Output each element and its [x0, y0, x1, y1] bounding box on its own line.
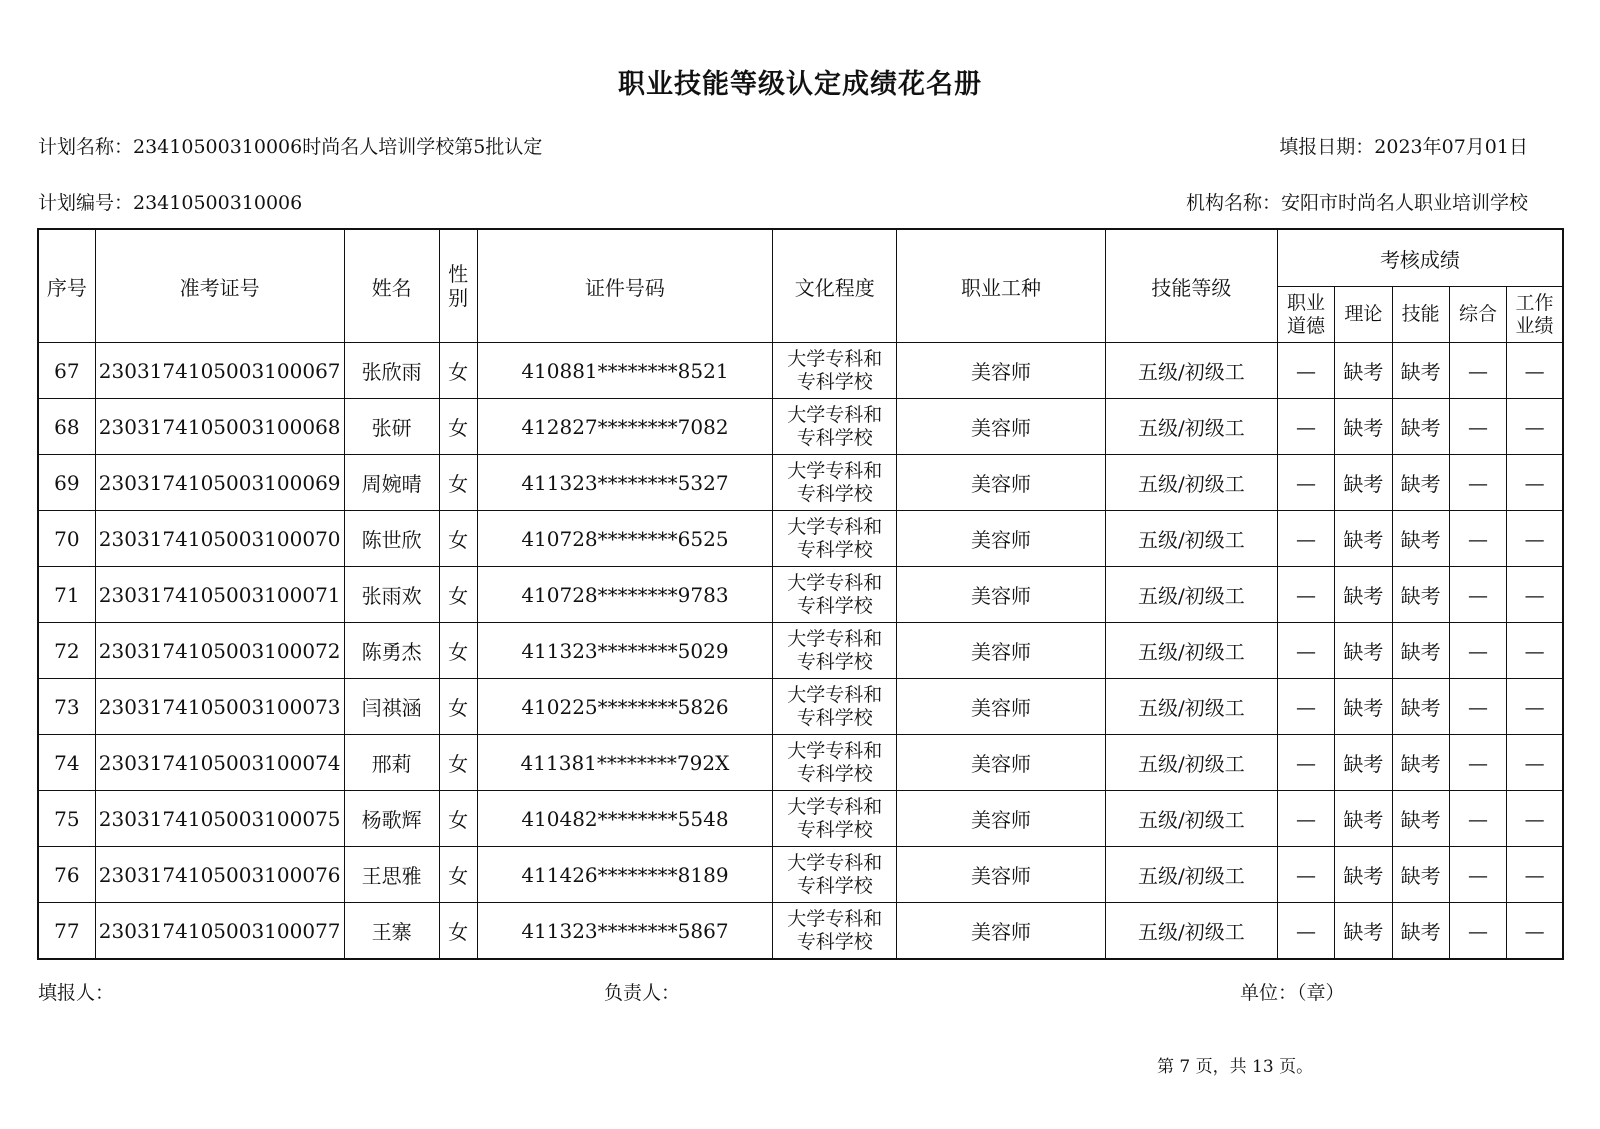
cell-ethics: —: [1277, 847, 1334, 903]
cell-occupation: 美容师: [897, 455, 1106, 511]
cell-skill: 缺考: [1392, 847, 1449, 903]
cell-sex: 女: [439, 567, 477, 623]
header-skill: 技能: [1392, 287, 1449, 343]
cell-id-no: 411323********5327: [477, 455, 773, 511]
cell-work: —: [1507, 791, 1563, 847]
cell-overall: —: [1449, 903, 1506, 960]
header-work: [1507, 287, 1563, 343]
cell-exam-no: 2303174105003100071: [95, 567, 344, 623]
cell-name: 周婉晴: [344, 455, 439, 511]
cell-overall: —: [1449, 455, 1506, 511]
cell-work: —: [1507, 679, 1563, 735]
cell-work: —: [1507, 343, 1563, 399]
cell-level: 五级/初级工: [1105, 623, 1277, 679]
cell-skill: 缺考: [1392, 343, 1449, 399]
header-work-line1: 工作: [1515, 291, 1554, 314]
cell-sex: 女: [439, 679, 477, 735]
cell-education: [773, 903, 897, 960]
cell-sex: 女: [439, 903, 477, 960]
cell-sex: 女: [439, 455, 477, 511]
organization-name: 机构名称：安阳市时尚名人职业培训学校: [1185, 192, 1528, 214]
header-education: 文化程度: [773, 229, 897, 343]
table-row: [38, 679, 1563, 735]
education-line2: 专科学校: [796, 818, 873, 841]
cell-theory: 缺考: [1335, 735, 1392, 791]
cell-ethics: —: [1277, 343, 1334, 399]
cell-work: —: [1507, 511, 1563, 567]
cell-id-no: 412827********7082: [477, 399, 773, 455]
cell-skill: 缺考: [1392, 903, 1449, 960]
cell-name: 张雨欢: [344, 567, 439, 623]
cell-ethics: —: [1277, 791, 1334, 847]
cell-skill: 缺考: [1392, 567, 1449, 623]
education-line1: 大学专科和: [787, 739, 883, 762]
cell-sex: 女: [439, 791, 477, 847]
cell-seq: 75: [38, 791, 95, 847]
header-overall: 综合: [1449, 287, 1506, 343]
education-line2: 专科学校: [796, 706, 873, 729]
plan-number: 计划编号：23410500310006: [38, 192, 303, 214]
cell-overall: —: [1449, 343, 1506, 399]
cell-level: 五级/初级工: [1105, 399, 1277, 455]
header-id-no: 证件号码: [477, 229, 773, 343]
education-line2: 专科学校: [796, 426, 873, 449]
cell-sex: 女: [439, 399, 477, 455]
cell-id-no: 411426********8189: [477, 847, 773, 903]
cell-theory: 缺考: [1335, 623, 1392, 679]
education-line1: 大学专科和: [787, 795, 883, 818]
cell-seq: 72: [38, 623, 95, 679]
footer-responsible: 负责人：: [604, 982, 681, 1004]
cell-occupation: 美容师: [897, 679, 1106, 735]
cell-seq: 76: [38, 847, 95, 903]
header-theory: 理论: [1335, 287, 1392, 343]
cell-seq: 68: [38, 399, 95, 455]
cell-work: —: [1507, 623, 1563, 679]
cell-occupation: 美容师: [897, 511, 1106, 567]
page-title: 职业技能等级认定成绩花名册: [618, 69, 982, 100]
cell-id-no: 411323********5867: [477, 903, 773, 960]
cell-name: 王寨: [344, 903, 439, 960]
cell-name: 陈勇杰: [344, 623, 439, 679]
education-line2: 专科学校: [796, 874, 873, 897]
page-indicator: 第 7 页，共 13 页。: [1157, 1057, 1314, 1077]
cell-education: [773, 623, 897, 679]
header-sex-line2: 别: [448, 286, 469, 310]
education-line1: 大学专科和: [787, 403, 883, 426]
cell-occupation: 美容师: [897, 791, 1106, 847]
cell-exam-no: 2303174105003100076: [95, 847, 344, 903]
cell-level: 五级/初级工: [1105, 343, 1277, 399]
cell-level: 五级/初级工: [1105, 735, 1277, 791]
cell-overall: —: [1449, 511, 1506, 567]
cell-theory: 缺考: [1335, 903, 1392, 960]
table-row: [38, 623, 1563, 679]
header-ethics-line2: 道德: [1287, 314, 1326, 337]
cell-exam-no: 2303174105003100068: [95, 399, 344, 455]
cell-theory: 缺考: [1335, 847, 1392, 903]
cell-work: —: [1507, 735, 1563, 791]
education-line2: 专科学校: [796, 370, 873, 393]
cell-theory: 缺考: [1335, 399, 1392, 455]
cell-ethics: —: [1277, 623, 1334, 679]
cell-education: [773, 399, 897, 455]
cell-exam-no: 2303174105003100075: [95, 791, 344, 847]
education-line1: 大学专科和: [787, 851, 883, 874]
cell-seq: 69: [38, 455, 95, 511]
education-line2: 专科学校: [796, 762, 873, 785]
cell-overall: —: [1449, 679, 1506, 735]
cell-exam-no: 2303174105003100070: [95, 511, 344, 567]
cell-theory: 缺考: [1335, 511, 1392, 567]
cell-theory: 缺考: [1335, 343, 1392, 399]
header-ethics: [1277, 287, 1334, 343]
cell-work: —: [1507, 847, 1563, 903]
cell-exam-no: 2303174105003100073: [95, 679, 344, 735]
cell-id-no: 411323********5029: [477, 623, 773, 679]
cell-education: [773, 343, 897, 399]
cell-skill: 缺考: [1392, 623, 1449, 679]
cell-occupation: 美容师: [897, 735, 1106, 791]
footer-filler: 填报人：: [38, 982, 115, 1004]
cell-skill: 缺考: [1392, 399, 1449, 455]
cell-skill: 缺考: [1392, 679, 1449, 735]
cell-id-no: 410482********5548: [477, 791, 773, 847]
cell-exam-no: 2303174105003100074: [95, 735, 344, 791]
cell-occupation: 美容师: [897, 847, 1106, 903]
table-row: [38, 399, 1563, 455]
cell-exam-no: 2303174105003100069: [95, 455, 344, 511]
cell-name: 闫祺涵: [344, 679, 439, 735]
header-name: 姓名: [344, 229, 439, 343]
table-row: [38, 847, 1563, 903]
cell-overall: —: [1449, 567, 1506, 623]
cell-level: 五级/初级工: [1105, 791, 1277, 847]
cell-education: [773, 735, 897, 791]
cell-overall: —: [1449, 847, 1506, 903]
cell-overall: —: [1449, 623, 1506, 679]
cell-ethics: —: [1277, 903, 1334, 960]
cell-level: 五级/初级工: [1105, 455, 1277, 511]
cell-education: [773, 847, 897, 903]
education-line1: 大学专科和: [787, 515, 883, 538]
header-level: 技能等级: [1105, 229, 1277, 343]
cell-name: 张研: [344, 399, 439, 455]
education-line2: 专科学校: [796, 650, 873, 673]
roster-table: [37, 228, 1564, 960]
cell-name: 邢莉: [344, 735, 439, 791]
header-ethics-line1: 职业: [1287, 291, 1326, 314]
education-line1: 大学专科和: [787, 347, 883, 370]
cell-ethics: —: [1277, 567, 1334, 623]
cell-id-no: 411381********792X: [477, 735, 773, 791]
education-line2: 专科学校: [796, 594, 873, 617]
cell-overall: —: [1449, 735, 1506, 791]
cell-seq: 71: [38, 567, 95, 623]
cell-occupation: 美容师: [897, 903, 1106, 960]
education-line2: 专科学校: [796, 930, 873, 953]
education-line2: 专科学校: [796, 538, 873, 561]
table-row: [38, 567, 1563, 623]
education-line1: 大学专科和: [787, 907, 883, 930]
cell-education: [773, 567, 897, 623]
cell-skill: 缺考: [1392, 735, 1449, 791]
cell-id-no: 410728********6525: [477, 511, 773, 567]
cell-ethics: —: [1277, 735, 1334, 791]
cell-sex: 女: [439, 847, 477, 903]
cell-name: 张欣雨: [344, 343, 439, 399]
cell-occupation: 美容师: [897, 343, 1106, 399]
table-row: [38, 903, 1563, 960]
cell-ethics: —: [1277, 511, 1334, 567]
cell-level: 五级/初级工: [1105, 679, 1277, 735]
cell-education: [773, 679, 897, 735]
education-line1: 大学专科和: [787, 571, 883, 594]
cell-sex: 女: [439, 511, 477, 567]
cell-id-no: 410225********5826: [477, 679, 773, 735]
cell-exam-no: 2303174105003100072: [95, 623, 344, 679]
cell-education: [773, 791, 897, 847]
cell-name: 陈世欣: [344, 511, 439, 567]
header-scores: 考核成绩: [1277, 229, 1563, 287]
cell-seq: 70: [38, 511, 95, 567]
education-line2: 专科学校: [796, 482, 873, 505]
cell-work: —: [1507, 455, 1563, 511]
education-line1: 大学专科和: [787, 627, 883, 650]
cell-level: 五级/初级工: [1105, 903, 1277, 960]
cell-theory: 缺考: [1335, 567, 1392, 623]
education-line1: 大学专科和: [787, 459, 883, 482]
header-seq: 序号: [38, 229, 95, 343]
footer-unit: 单位：（章）: [1240, 982, 1345, 1004]
education-line1: 大学专科和: [787, 683, 883, 706]
header-exam-no: 准考证号: [95, 229, 344, 343]
header-work-line2: 业绩: [1515, 314, 1554, 337]
cell-occupation: 美容师: [897, 623, 1106, 679]
cell-occupation: 美容师: [897, 399, 1106, 455]
header-sex: [439, 229, 477, 343]
header-occupation: 职业工种: [897, 229, 1106, 343]
table-row: [38, 455, 1563, 511]
cell-ethics: —: [1277, 399, 1334, 455]
cell-theory: 缺考: [1335, 791, 1392, 847]
cell-sex: 女: [439, 343, 477, 399]
cell-exam-no: 2303174105003100077: [95, 903, 344, 960]
cell-sex: 女: [439, 735, 477, 791]
table-row: [38, 791, 1563, 847]
cell-skill: 缺考: [1392, 511, 1449, 567]
cell-work: —: [1507, 399, 1563, 455]
cell-level: 五级/初级工: [1105, 511, 1277, 567]
table-header: [38, 229, 1563, 343]
table-row: [38, 511, 1563, 567]
report-date: 填报日期：2023年07月01日: [1279, 136, 1528, 158]
cell-id-no: 410881********8521: [477, 343, 773, 399]
cell-seq: 67: [38, 343, 95, 399]
cell-skill: 缺考: [1392, 455, 1449, 511]
cell-exam-no: 2303174105003100067: [95, 343, 344, 399]
cell-ethics: —: [1277, 455, 1334, 511]
cell-ethics: —: [1277, 679, 1334, 735]
plan-name: 计划名称：23410500310006时尚名人培训学校第5批认定: [38, 136, 543, 158]
table-row: [38, 343, 1563, 399]
cell-work: —: [1507, 567, 1563, 623]
cell-theory: 缺考: [1335, 455, 1392, 511]
table-row: [38, 735, 1563, 791]
header-sex-line1: 性: [448, 262, 469, 286]
cell-seq: 77: [38, 903, 95, 960]
cell-sex: 女: [439, 623, 477, 679]
table-body: [38, 343, 1563, 960]
cell-name: 杨歌辉: [344, 791, 439, 847]
cell-education: [773, 511, 897, 567]
cell-level: 五级/初级工: [1105, 847, 1277, 903]
cell-skill: 缺考: [1392, 791, 1449, 847]
cell-overall: —: [1449, 791, 1506, 847]
cell-theory: 缺考: [1335, 679, 1392, 735]
cell-name: 王思雅: [344, 847, 439, 903]
cell-seq: 74: [38, 735, 95, 791]
cell-seq: 73: [38, 679, 95, 735]
cell-id-no: 410728********9783: [477, 567, 773, 623]
cell-occupation: 美容师: [897, 567, 1106, 623]
cell-overall: —: [1449, 399, 1506, 455]
cell-education: [773, 455, 897, 511]
cell-level: 五级/初级工: [1105, 567, 1277, 623]
cell-work: —: [1507, 903, 1563, 960]
